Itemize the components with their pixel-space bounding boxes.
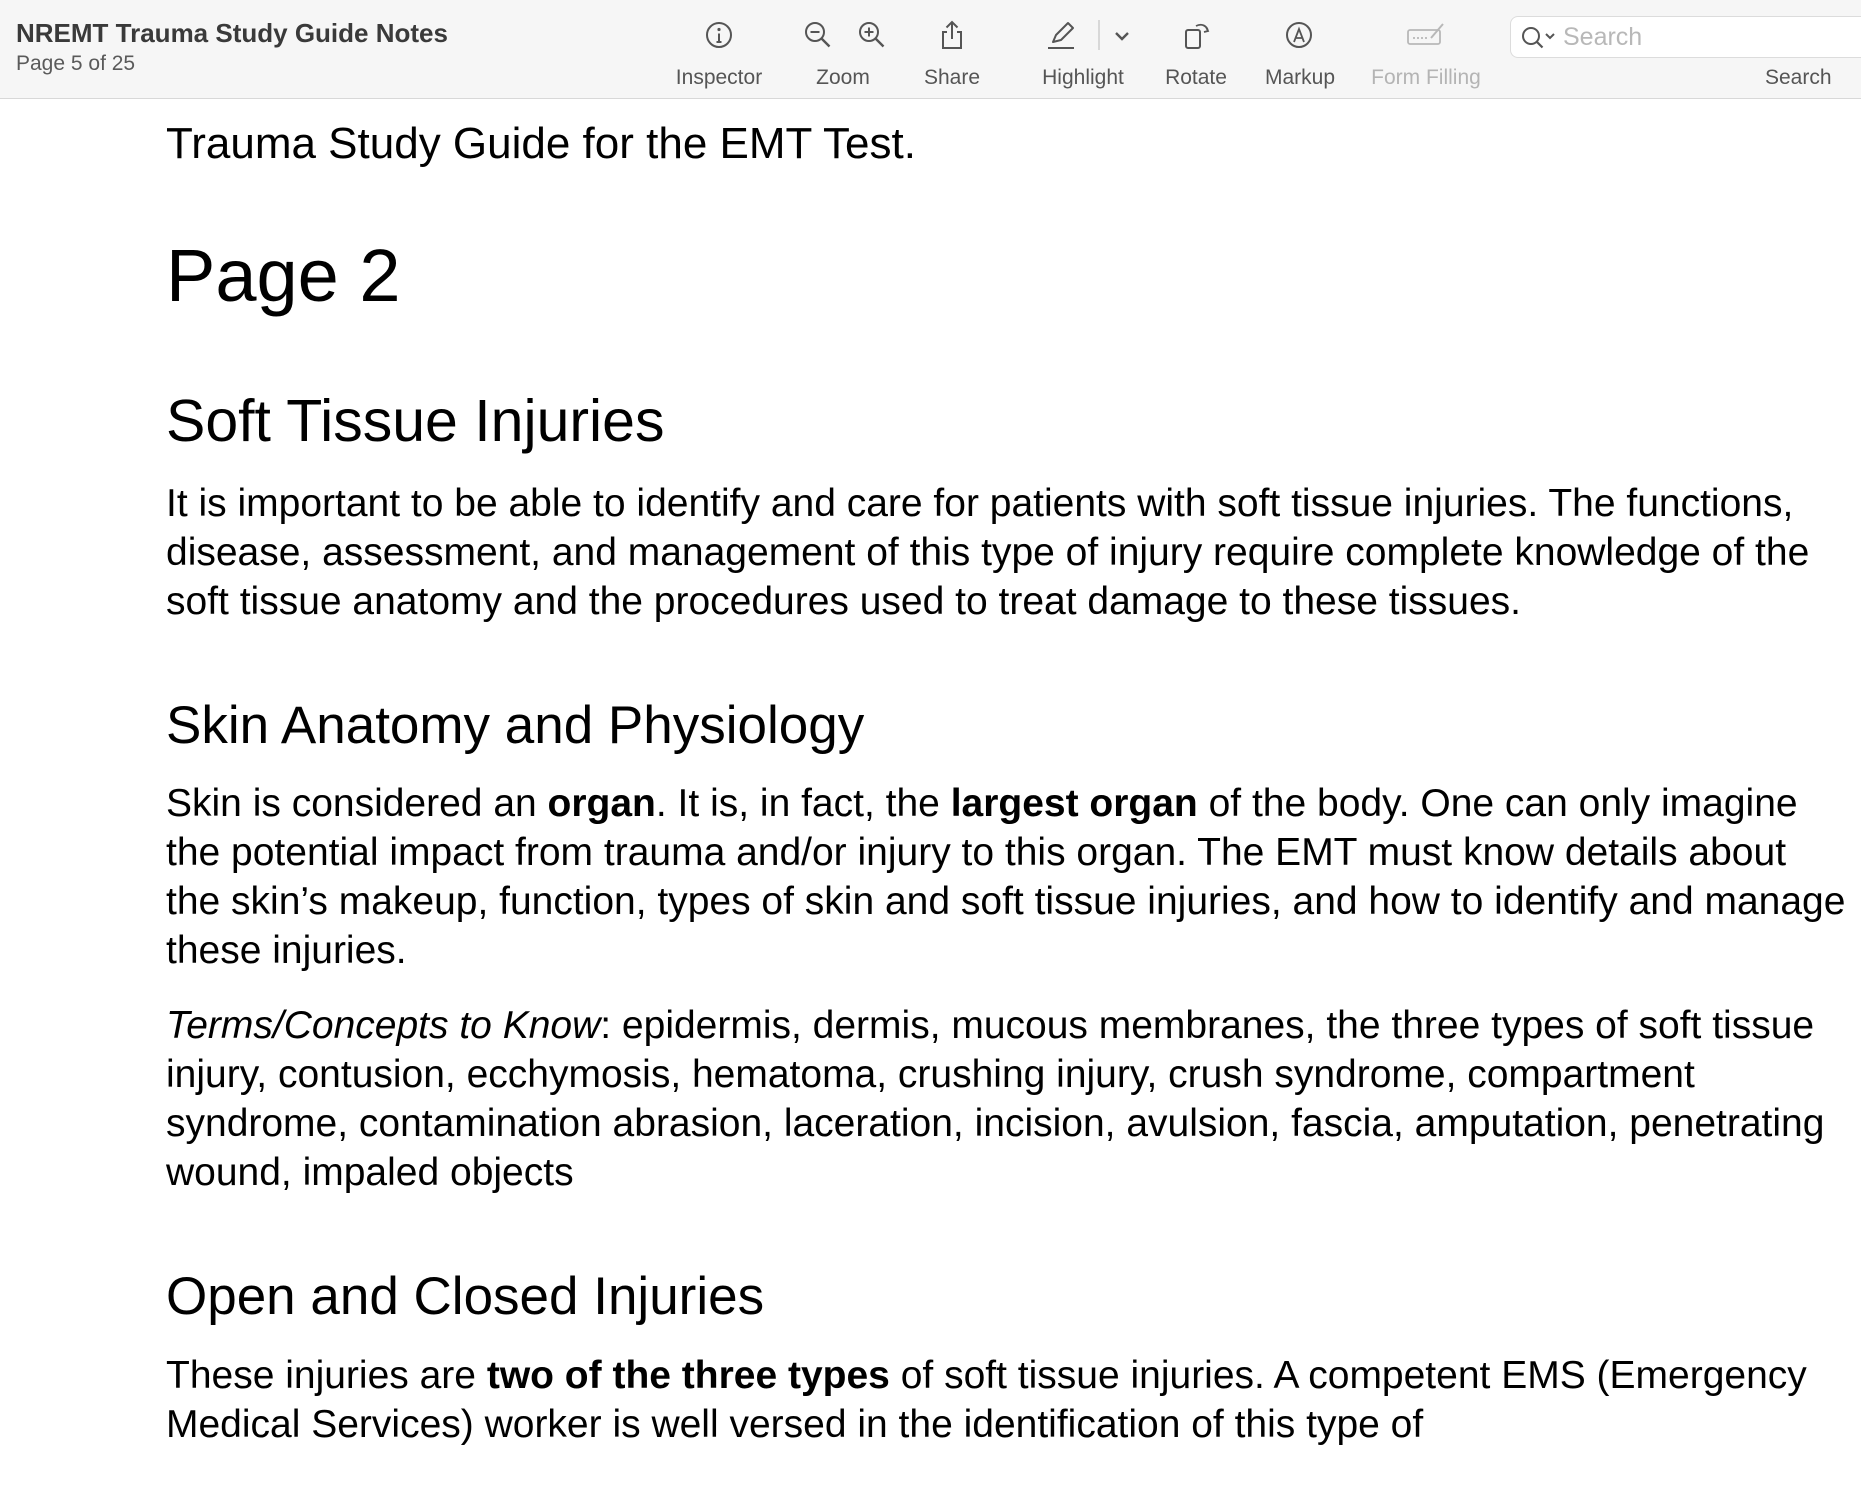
text-run: : epidermis, dermis, mucous membranes, the three types of soft tissue injury, contusion, ecchymosis, hematoma, crushing injury, crush syndrome, compartment syndrome, contamination abrasion, laceration, incision, avulsion, fascia, amputation, penetrating wound, impaled objects [166, 1004, 1825, 1195]
zoom-in-icon[interactable] [855, 18, 889, 52]
rotate-button[interactable] [1160, 0, 1232, 99]
share-label: Share [923, 66, 981, 89]
form-filling-label: Form Filling [1371, 66, 1481, 89]
highlight-label: Highlight [1042, 66, 1124, 89]
zoom-group [795, 0, 895, 99]
highlight-divider [1098, 18, 1100, 52]
paragraph [166, 1001, 1846, 1197]
search-label: Search [1765, 66, 1832, 89]
paragraph: It is important to be able to identify and care for patients with soft tissue injuries. The functions, disease, assessment, and management of this type of injury require complete knowledge of the soft tissue anatomy and the procedures used to treat damage to these tissues. [166, 481, 1810, 623]
section-heading-skin-anatomy: Skin Anatomy and Physiology [166, 695, 865, 755]
zoom-out-icon[interactable] [801, 18, 835, 52]
toolbar [0, 0, 1861, 99]
bold-text: two of the three types [486, 1353, 890, 1397]
paragraph [166, 1351, 1846, 1449]
rotate-icon [1179, 18, 1213, 52]
inspector-label: Inspector [675, 66, 763, 89]
form-filling-button[interactable] [1365, 0, 1487, 99]
page-indicator: Page 5 of 25 [16, 52, 136, 75]
text-run: Skin is considered an [166, 782, 548, 826]
text-run: . It is, in fact, the [655, 782, 951, 826]
highlighter-icon [1044, 18, 1078, 52]
section-heading-soft-tissue: Soft Tissue Injuries [166, 387, 665, 454]
markup-button[interactable] [1258, 0, 1342, 99]
page-heading: Page 2 [166, 233, 401, 317]
bold-text: organ [547, 782, 656, 826]
text-run: These injuries are [166, 1353, 487, 1397]
share-icon [935, 18, 969, 52]
paragraph [166, 779, 1846, 975]
highlight-button[interactable] [1030, 0, 1138, 99]
search-input[interactable] [1563, 21, 1843, 53]
text-run: of soft tissue injuries. A competent EMS (Emergency Medical Services) worker is well versed in the identification of this type of [166, 1353, 1807, 1446]
document-title: NREMT Trauma Study Guide Notes [16, 18, 448, 48]
info-icon [702, 18, 736, 52]
bold-text: largest organ [950, 782, 1198, 826]
document-content [166, 118, 1846, 1449]
italic-text: Terms/Concepts to Know [166, 1004, 601, 1048]
form-filling-icon [1405, 18, 1447, 52]
rotate-label: Rotate [1165, 66, 1227, 89]
search-icon[interactable] [1519, 23, 1559, 53]
document-page[interactable] [0, 100, 1861, 1489]
share-button[interactable] [918, 0, 986, 99]
zoom-label: Zoom [816, 66, 870, 89]
search-field[interactable] [1510, 16, 1861, 58]
markup-label: Markup [1264, 66, 1336, 89]
section-heading-open-closed: Open and Closed Injuries [166, 1267, 765, 1327]
document-heading: Trauma Study Guide for the EMT Test. [166, 119, 916, 168]
text-run: of the body. One can only imagine the potential impact from trauma and/or injury to this organ. The EMT must know details about the skin’s makeup, function, types of skin and soft tissue injuries, and how to identify and manage these injuries. [166, 782, 1846, 973]
chevron-down-icon[interactable] [1110, 18, 1134, 52]
inspector-button[interactable] [675, 0, 763, 99]
markup-icon [1282, 18, 1316, 52]
